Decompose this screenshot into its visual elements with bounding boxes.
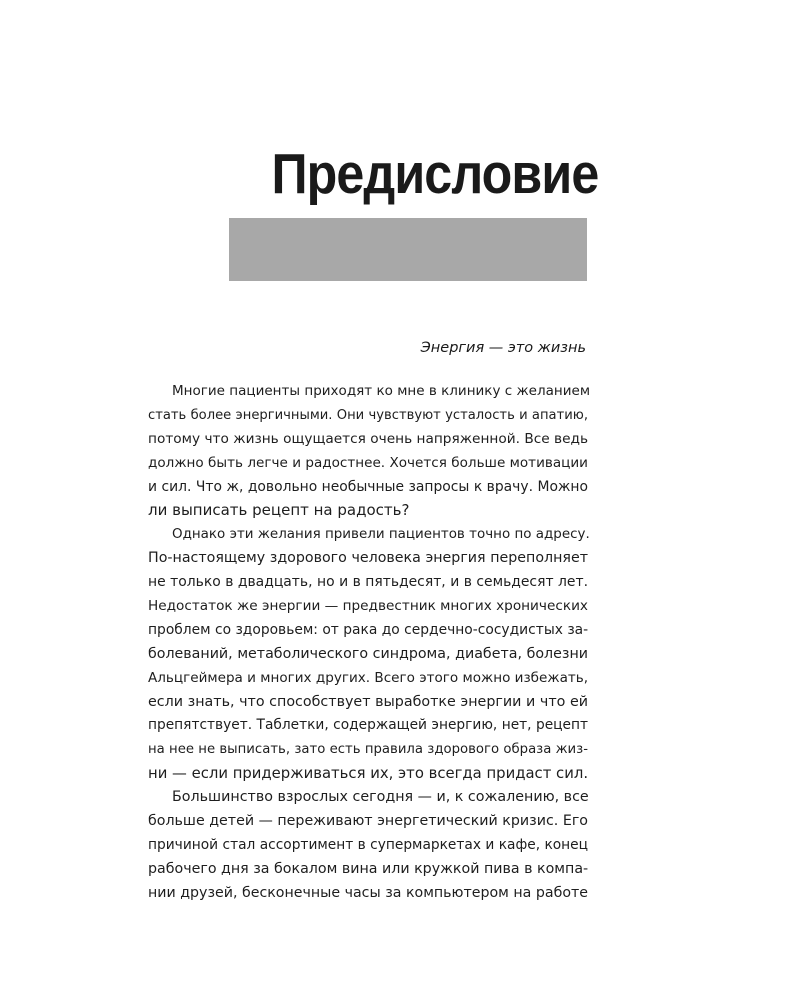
chapter-title: Предисловие: [271, 142, 599, 206]
paragraph-2-line-3: не только в двадцать, но и в пятьдесят, и в семьдесят лет.: [148, 574, 588, 591]
epigraph: Энергия — это жизнь: [420, 340, 586, 356]
paragraph-1-line-4: должно быть легче и радостнее. Хочется больше мотивации: [148, 454, 588, 471]
paragraph-3-line-2: больше детей — переживают энергетический кризис. Его: [148, 813, 588, 830]
paragraph-2-line-2: По-настоящему здорового человека энергия переполняет: [148, 550, 588, 567]
paragraph-3-line-1: Большинство взрослых сегодня — и, к сожалению, все: [172, 789, 589, 806]
paragraph-2-line-11: ни — если придерживаться их, это всегда придаст сил.: [148, 765, 589, 783]
paragraph-2-line-10: на нее не выписать, зато есть правила здорового образа жиз-: [148, 742, 588, 758]
body-text: [148, 380, 591, 906]
paragraph-1-line-3: потому что жизнь ощущается очень напряженной. Все ведь: [148, 430, 589, 447]
paragraph-2-line-8: если знать, что способствует выработке энергии и что ей: [148, 693, 588, 710]
paragraph-1-line-6: ли выписать рецепт на радость?: [148, 501, 410, 520]
paragraph-1-line-5: и сил. Что ж, довольно необычные запросы к врачу. Можно: [148, 478, 588, 495]
paragraph-2-line-5: проблем со здоровьем: от рака до сердечно-сосудистых за-: [148, 621, 589, 638]
paragraph-2-line-6: болеваний, метаболического синдрома, диабета, болезни: [148, 645, 588, 662]
paragraph-2-line-7: Альцгеймера и многих других. Всего этого можно избежать,: [148, 669, 589, 686]
paragraph-3-line-4: рабочего дня за бокалом вина или кружкой пива в компа-: [148, 860, 589, 877]
paragraph-2-line-9: препятствует. Таблетки, содержащей энергию, нет, рецепт: [148, 717, 588, 734]
paragraph-3-line-3: причиной стал ассортимент в супермаркетах и кафе, конец: [148, 836, 589, 853]
paragraph-1-line-1: Многие пациенты приходят ко мне в клинику с желанием: [172, 383, 591, 399]
paragraph-2-line-4: Недостаток же энергии — предвестник многих хронических: [148, 598, 588, 615]
paragraph-3-line-5: нии друзей, бесконечные часы за компьютером на работе: [148, 884, 588, 901]
paragraph-1-line-2: стать более энергичными. Они чувствуют усталость и апатию,: [148, 407, 588, 423]
paragraph-2-line-1: Однако эти желания привели пациентов точно по адресу.: [172, 527, 590, 543]
title-decorative-bar: [229, 218, 587, 281]
